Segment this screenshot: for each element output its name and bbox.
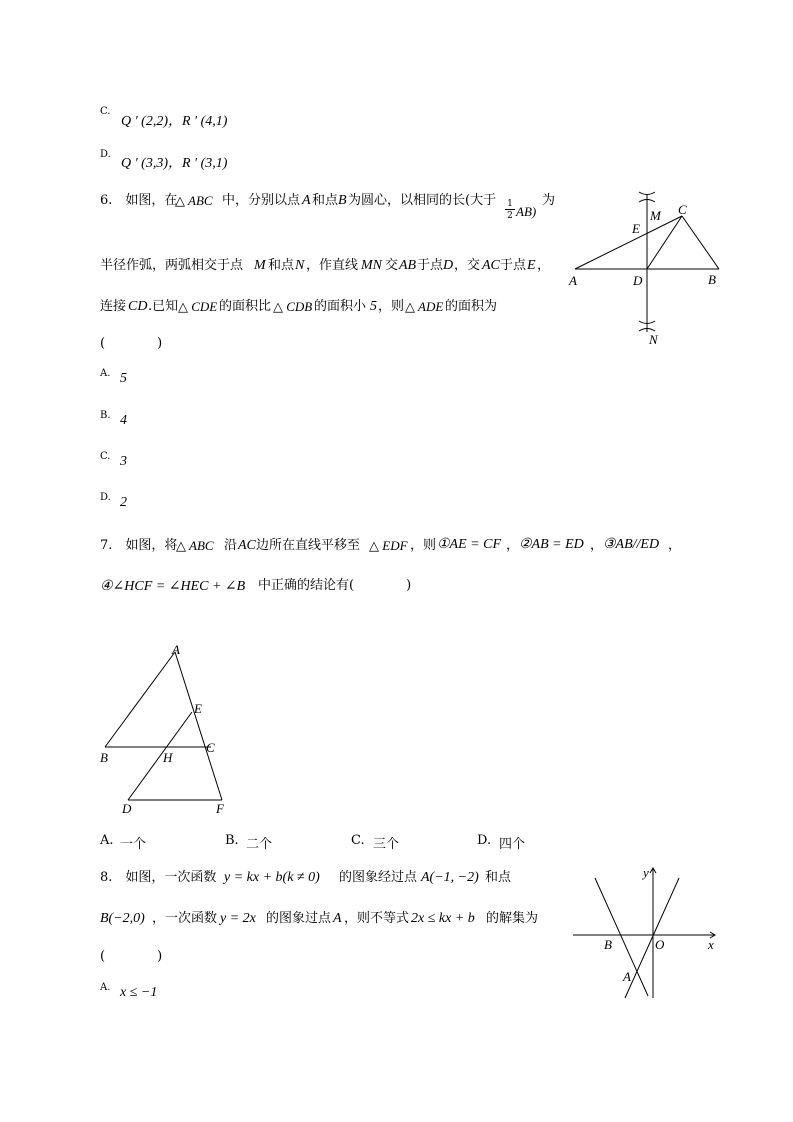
q5-option-d-text: Q ′ (3,3)，R ′ (3,1) [121,156,228,171]
q7-label-d: D [122,801,132,816]
q7-line-ac: AC [238,538,256,553]
q6-figure [560,180,730,350]
q6-text: ，则 [378,299,405,314]
q6-text: 半径作弧，两弧相交于点 [100,258,244,273]
q7-option-c-value: 三个 [373,837,400,852]
q6-segment-bc [682,216,719,269]
q7-segment-ab [105,652,175,747]
q7-text: 沿 [224,538,238,553]
q7-statement-1: ①AE = CF [437,537,501,552]
q6-text: 中，分别以点 [222,193,301,208]
q8-label-b: B [604,937,612,952]
q6-point-n: N [295,258,305,273]
q7-statement-2: ②AB = ED [519,537,584,552]
q8-text: 的图象经过点 [339,870,418,885]
q8-line-kx-plus-b [595,878,648,996]
q6-label-e: E [632,221,640,236]
q6-fraction-ab: AB) [516,204,537,219]
q6-triangle-abc: △ ABC [175,193,213,208]
q6-number-5: 5 [370,299,377,314]
q7-option-c-label: C. [351,833,365,848]
q6-arc-top-1 [639,192,655,195]
q6-option-a-label: A. [100,368,111,379]
q7-text: 边所在直线平移至 [256,538,361,553]
q7-figure [95,640,245,822]
q8-text: 和点 [485,870,512,885]
q6-triangle-cdb: △ CDB [273,299,313,314]
q8-option-a-value: x ≤ −1 [120,985,158,1000]
q7-segment-ed [128,712,192,800]
q8-text: 的图象过点 [266,911,332,926]
q6-option-c-label: C. [100,451,111,462]
q8-text: ，则不等式 [344,911,410,926]
q8-equation-1: y = kx + b(k ≠ 0) [224,870,320,885]
q6-text: .已知 [148,299,179,314]
q6-text: 为 [542,193,556,208]
q6-triangle-cde: △ CDE [178,299,218,314]
q8-figure [565,860,725,1005]
q7-triangle-abc: △ ABC [176,538,214,553]
q8-equation-2: y = 2x [220,911,256,926]
q6-fraction-numerator: 1 [505,200,515,210]
q8-label-y: y [643,865,649,880]
q6-line-mn: MN [361,258,382,273]
q7-option-a-value: 一个 [120,837,147,852]
q6-point-m: M [254,258,266,273]
q6-text: 和点 [268,258,295,273]
q6-label-a: A [569,273,577,288]
q7-text: ， [668,538,682,553]
q6-text: 为圆心，以相同的长(大于 [348,193,497,208]
q6-text: 的面积比 [219,299,272,314]
q6-point-d: D [443,258,454,273]
q6-label-n: N [649,332,658,347]
q6-text: 于点 [417,258,444,273]
q8-option-a-label: A. [100,982,111,993]
q7-label-a: A [172,642,180,657]
q7-option-b-label: B. [225,833,239,848]
q6-option-b-label: B. [100,410,111,421]
q7-label-c: C [206,740,215,755]
q6-label-m: M [650,208,661,223]
q8-line-2x [625,878,679,998]
q7-text: ， [590,538,604,553]
q7-option-d-label: D. [477,833,492,848]
q6-option-a-value: 5 [120,371,127,386]
q7-option-a-label: A. [100,833,114,848]
q6-text: ，交 [454,258,481,273]
q6-text: 连接 [100,299,127,314]
q8-text: 8. 如图，一次函数 [100,870,217,885]
q7-label-h: H [163,750,173,765]
q6-line-ac: AC [482,258,500,273]
q6-segment-cd [647,216,682,269]
q7-option-b-value: 二个 [246,837,273,852]
q6-text: 交 [385,258,399,273]
q7-text: ，则 [410,538,437,553]
q6-line-ab: AB [399,258,417,273]
q7-label-b: B [100,750,108,765]
q6-label-c: C [678,202,687,217]
q6-segment-ac [575,216,682,269]
q6-text: ， [537,258,551,273]
q8-point-a-ref: A [333,911,342,926]
q6-label-b: B [708,272,716,287]
q5-option-d-label: D. [100,149,111,160]
q7-option-d-value: 四个 [499,837,526,852]
q7-label-f: F [216,801,224,816]
q8-point-b: B(−2,0) [100,911,145,926]
q8-answer-paren: ( ) [100,949,163,964]
q6-answer-paren: ( ) [100,336,163,351]
q6-option-d-label: D. [100,492,111,503]
q8-text: ，一次函数 [152,911,218,926]
q8-label-a: A [623,969,631,984]
q5-option-c-label: C. [100,106,111,117]
q6-line-cd: CD [128,299,148,314]
q6-option-d-value: 2 [120,495,127,510]
q5-option-c-text: Q ′ (2,2)，R ′ (4,1) [121,114,228,129]
q6-option-c-value: 3 [120,454,127,469]
q6-option-b-value: 4 [120,413,127,428]
q7-statement-3: ③AB//ED [603,537,660,552]
q6-point-b: B [338,193,347,208]
q6-point-e: E [527,258,536,273]
q6-fraction-denominator: 2 [507,211,513,221]
q6-text: 于点 [500,258,527,273]
q8-inequality: 2x ≤ kx + b [411,911,475,926]
q7-triangle-edf: △ EDF [369,538,408,553]
q8-label-o: O [655,937,665,952]
q7-statement-4: ④∠HCF = ∠HEC + ∠B [100,579,246,594]
q7-text: 中正确的结论有( ) [258,578,412,593]
q7-text: 7. 如图，将 [100,538,178,553]
q8-label-x: x [708,937,714,952]
q7-label-e: E [194,701,202,716]
q6-triangle-ade: △ ADE [405,299,444,314]
q6-text: 的面积小 [314,299,367,314]
q6-point-a: A [302,193,311,208]
q6-label-d: D [633,273,643,288]
q6-text: 的面积为 [445,299,498,314]
q7-text: ， [506,538,520,553]
q6-text: 6. 如图，在 [100,193,178,208]
q6-text: ，作直线 [306,258,359,273]
q8-text: 的解集为 [486,911,539,926]
q6-text: 和点 [312,193,339,208]
q8-point-a: A(−1, −2) [421,870,479,885]
